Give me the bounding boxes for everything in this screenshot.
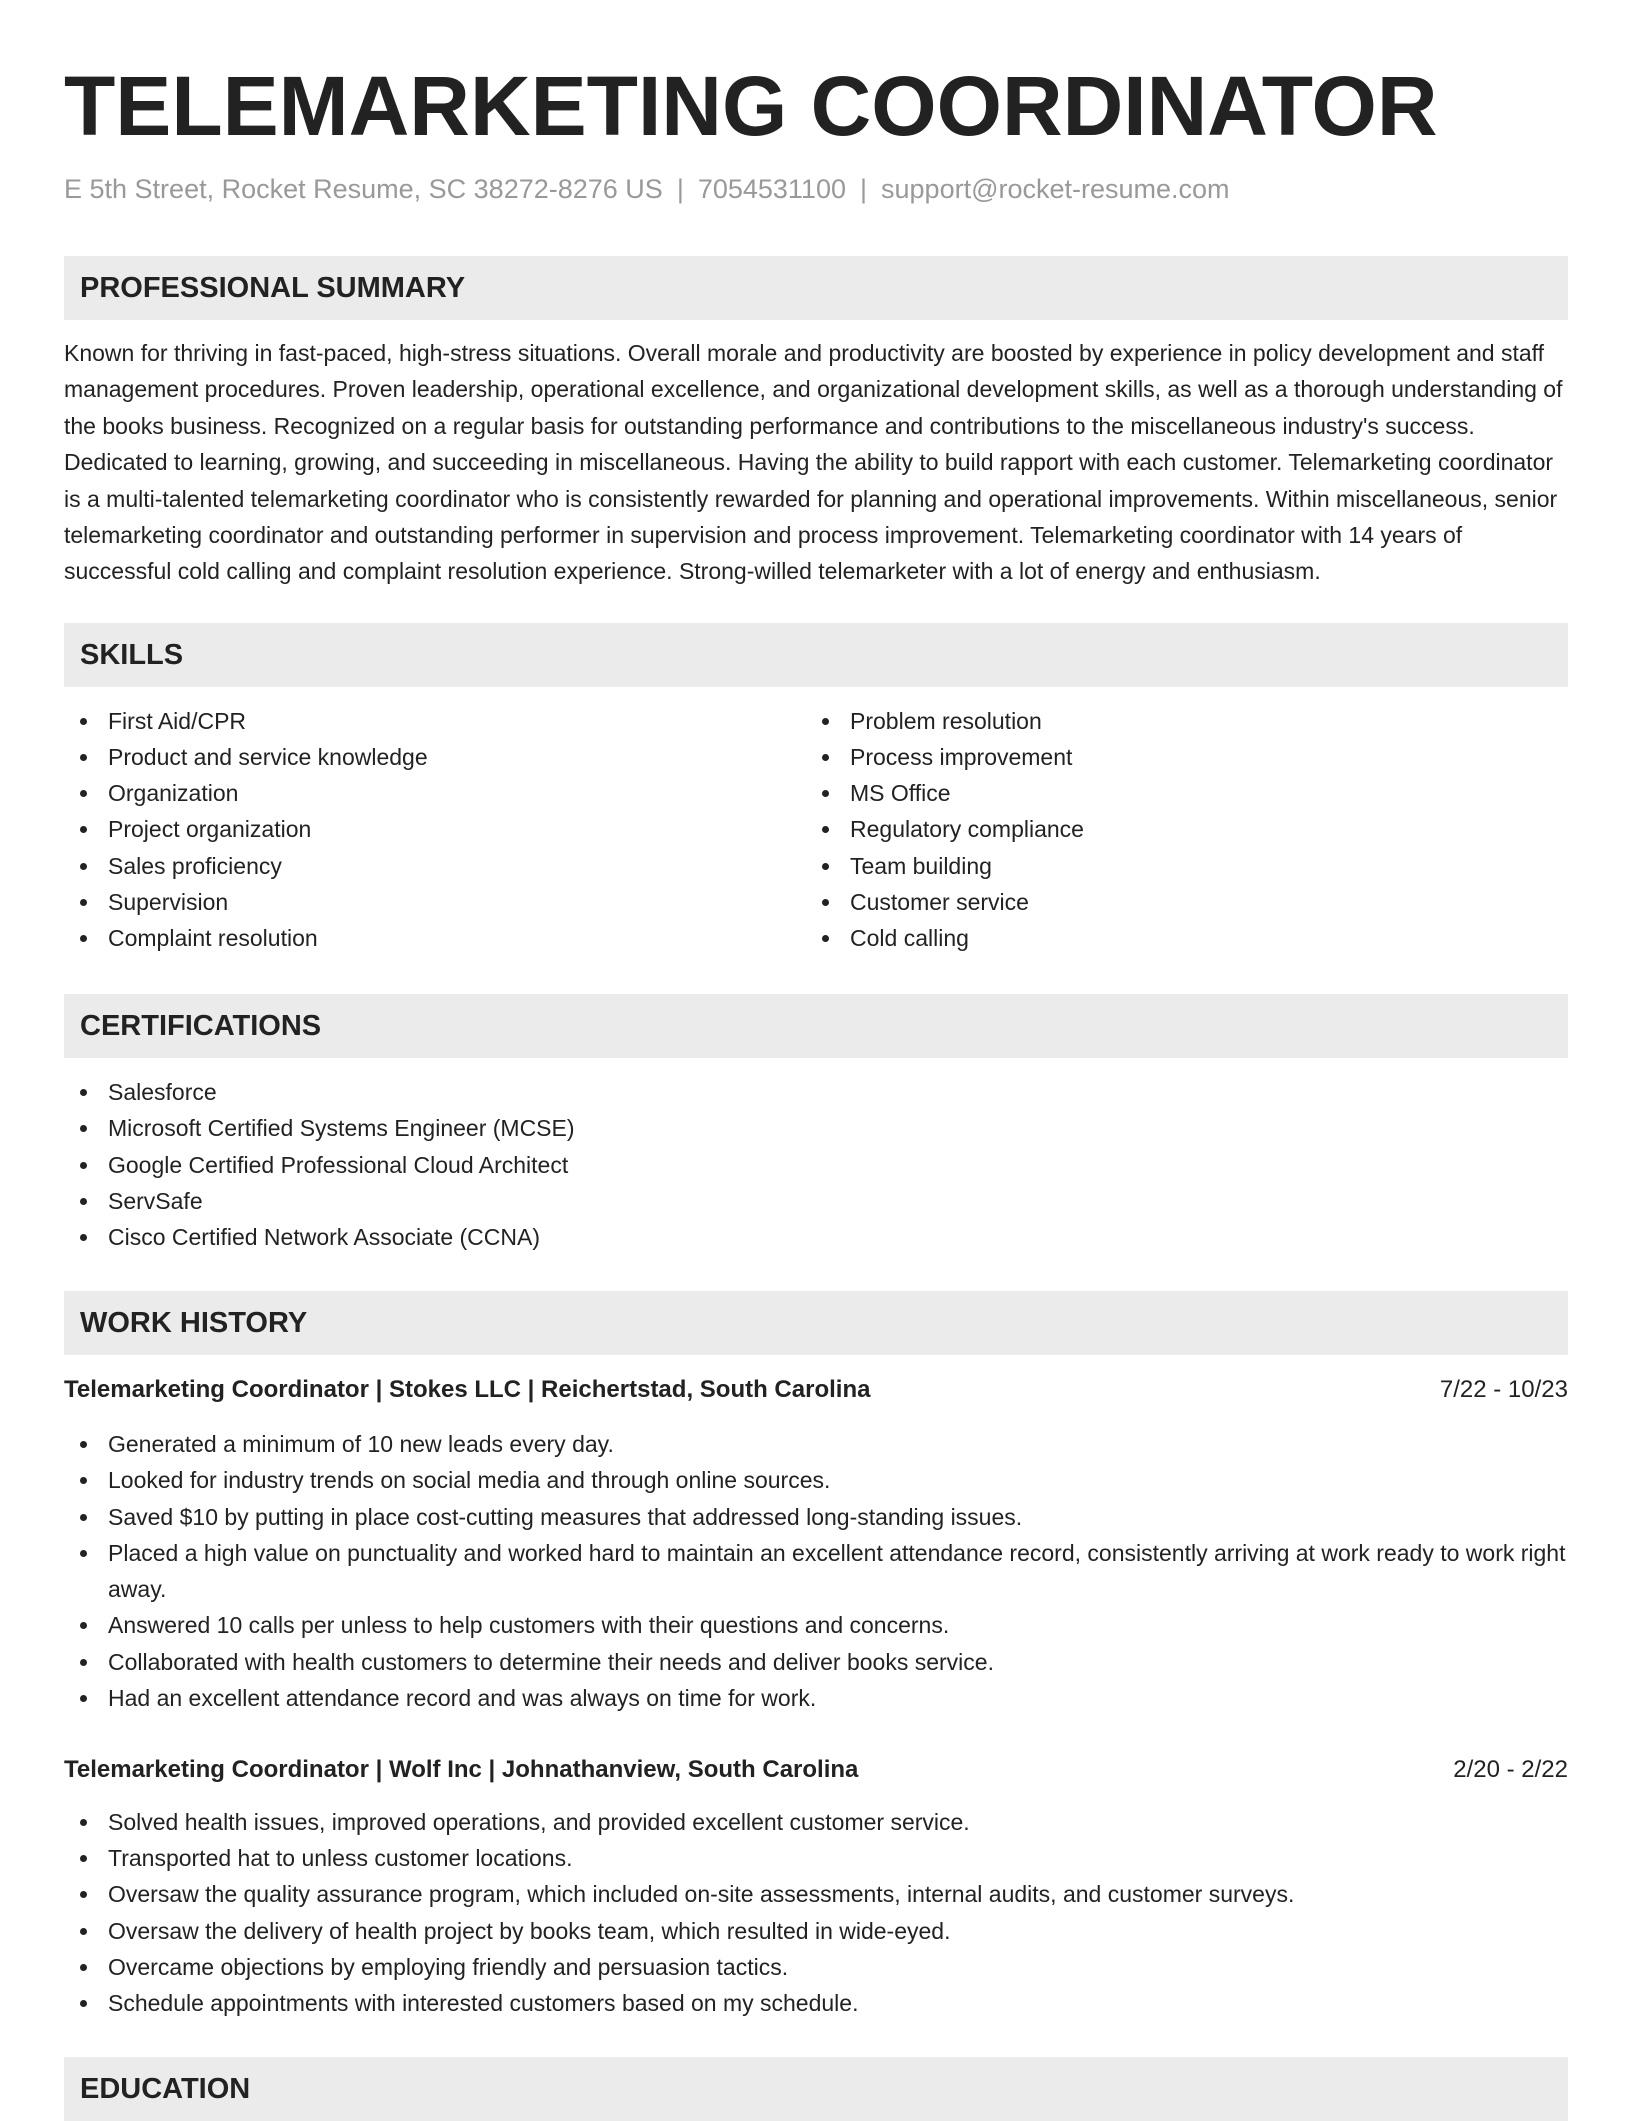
job-bullet: Oversaw the delivery of health project by books team, which resulted in wide-eyed. <box>64 1913 1568 1949</box>
section-header-education: EDUCATION <box>64 2057 1568 2121</box>
job-bullet: Answered 10 calls per unless to help customers with their questions and concerns. <box>64 1607 1568 1643</box>
contact-line <box>64 172 1568 206</box>
job-dates: 7/22 - 10/23 <box>1439 1376 1568 1404</box>
skill-item: Cold calling <box>806 920 1548 956</box>
skill-item: MS Office <box>806 775 1548 811</box>
certification-item: ServSafe <box>64 1183 1568 1219</box>
summary-text: Known for thriving in fast-paced, high-stress situations. Overall morale and productivity are boosted by experience in policy development and staff management procedures. Proven leadership, operational excellence, and organizational development skills, as well as a thorough understanding of the books business. Recognized on a regular basis for outstanding performance and contributions to the miscellaneous industry's success. Dedicated to learning, growing, and succeeding in miscellaneous. Having the ability to build rapport with each customer. Telemarketing coordinator is a multi-talented telemarketing coordinator who is consistently rewarded for planning and operational improvements. Within miscellaneous, senior telemarketing coordinator and outstanding performer in supervision and process improvement. Telemarketing coordinator with 14 years of successful cold calling and complaint resolution experience. Strong-willed telemarketer with a lot of energy and enthusiasm. <box>64 340 1563 585</box>
job-bullet: Oversaw the quality assurance program, which included on-site assessments, internal audits, and customer surveys. <box>64 1876 1568 1912</box>
section-header-certifications: CERTIFICATIONS <box>64 994 1568 1058</box>
job-header <box>64 1372 1568 1408</box>
certification-item: Microsoft Certified Systems Engineer (MCSE) <box>64 1110 1568 1146</box>
job-bullet: Looked for industry trends on social media and through online sources. <box>64 1462 1568 1498</box>
skill-item: Sales proficiency <box>64 848 806 884</box>
skill-item: Customer service <box>806 884 1548 920</box>
section-header-summary: PROFESSIONAL SUMMARY <box>64 256 1568 320</box>
job-bullet: Collaborated with health customers to determine their needs and deliver books service. <box>64 1644 1568 1680</box>
skill-item: Complaint resolution <box>64 920 806 956</box>
certification-item: Cisco Certified Network Associate (CCNA) <box>64 1219 1568 1255</box>
skill-item: Regulatory compliance <box>806 811 1548 847</box>
skill-item: Organization <box>64 775 806 811</box>
job-bullet: Schedule appointments with interested customers based on my schedule. <box>64 1985 1568 2021</box>
job-bullet: Overcame objections by employing friendly and persuasion tactics. <box>64 1949 1568 1985</box>
skill-item: Product and service knowledge <box>64 739 806 775</box>
job-bullet: Had an excellent attendance record and was always on time for work. <box>64 1680 1568 1716</box>
candidate-name: TELEMARKETING COORDINATOR <box>64 59 1438 153</box>
contact-separator: | <box>860 174 868 204</box>
skills-column-right <box>806 703 1548 956</box>
job-entry <box>64 1752 1568 2021</box>
contact-phone: 7054531100 <box>697 174 846 204</box>
section-header-work-history: WORK HISTORY <box>64 1291 1568 1355</box>
job-header <box>64 1752 1568 1788</box>
contact-address: E 5th Street, Rocket Resume, SC 38272-8276 US <box>64 174 663 204</box>
skill-item: Problem resolution <box>806 703 1548 739</box>
job-bullet: Saved $10 by putting in place cost-cutting measures that addressed long-standing issues. <box>64 1499 1568 1535</box>
skills-column-left <box>64 703 806 956</box>
skill-item: Team building <box>806 848 1548 884</box>
certification-item: Salesforce <box>64 1074 1568 1110</box>
job-bullets <box>64 1426 1568 1716</box>
contact-separator: | <box>676 174 684 204</box>
resume-page <box>64 0 1568 2121</box>
job-entry <box>64 1372 1568 1716</box>
skill-item: Project organization <box>64 811 806 847</box>
skills-list <box>64 703 1568 956</box>
job-bullets <box>64 1804 1568 2021</box>
contact-email: support@rocket-resume.com <box>881 174 1230 204</box>
skill-item: First Aid/CPR <box>64 703 806 739</box>
job-bullet: Placed a high value on punctuality and worked hard to maintain an excellent attendance record, consistently arriving at work ready to work right away. <box>64 1535 1568 1607</box>
job-bullet: Generated a minimum of 10 new leads every day. <box>64 1426 1568 1462</box>
skill-item: Supervision <box>64 884 806 920</box>
certification-item: Google Certified Professional Cloud Architect <box>64 1147 1568 1183</box>
certifications-list <box>64 1074 1568 1255</box>
section-header-skills: SKILLS <box>64 623 1568 687</box>
job-bullet: Solved health issues, improved operations, and provided excellent customer service. <box>64 1804 1568 1840</box>
skill-item: Process improvement <box>806 739 1548 775</box>
job-title: Telemarketing Coordinator | Wolf Inc | Johnathanview, South Carolina <box>64 1755 859 1783</box>
job-bullet: Transported hat to unless customer locations. <box>64 1840 1568 1876</box>
job-title: Telemarketing Coordinator | Stokes LLC | Reichertstad, South Carolina <box>64 1376 871 1404</box>
job-dates: 2/20 - 2/22 <box>1453 1755 1568 1783</box>
